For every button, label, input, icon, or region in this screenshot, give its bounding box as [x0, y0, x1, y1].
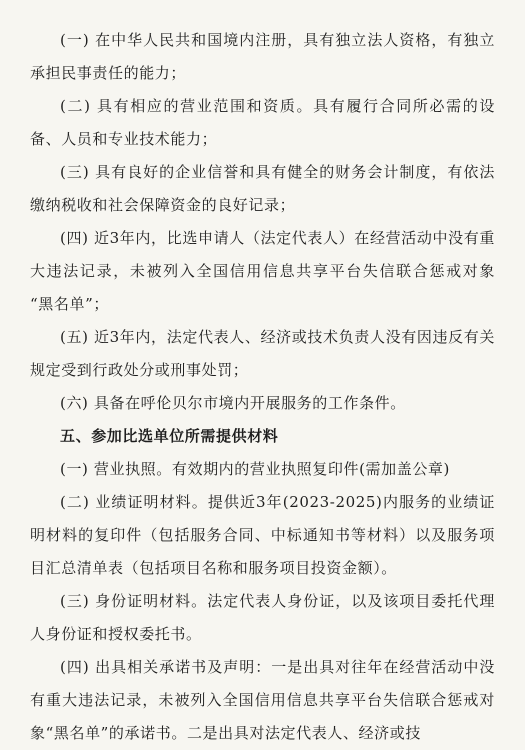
material-1: (一) 营业执照。有效期内的营业执照复印件(需加盖公章)	[60, 460, 450, 478]
requirement-1: (一) 在中华人民共和国境内注册，具有独立法人资格，有独立承担民事责任的能力；	[30, 31, 495, 82]
requirement-2: (二) 具有相应的营业范围和资质。具有履行合同所必需的设备、人员和专业技术能力；	[30, 97, 495, 148]
requirement-3: (三) 具有良好的企业信誉和具有健全的财务会计制度，有依法缴纳税收和社会保障资金的良好记录；	[30, 163, 495, 214]
requirement-4: (四) 近3年内，比选申请人（法定代表人）在经营活动中没有重大违法记录，未被列入全国信用信息共享平台失信联合惩戒对象 “黑名单”；	[30, 229, 495, 313]
material-4: (四) 出具相关承诺书及声明：一是出具对往年在经营活动中没有重大违法记录，未被列入全国信用信息共享平台失信联合惩戒对象“黑名单”的承诺书。二是出具对法定代表人、经济或技	[30, 658, 495, 742]
section-heading: 五、参加比选单位所需提供材料	[60, 427, 279, 445]
requirement-6: (六) 具备在呼伦贝尔市境内开展服务的工作条件。	[60, 394, 406, 412]
material-2: (二) 业绩证明材料。提供近3年(2023-2025)内服务的业绩证明材料的复印件（包括服务合同、中标通知书等材料）以及服务项目汇总清单表（包括项目名称和服务项目投资金额）。	[30, 493, 495, 577]
material-3: (三) 身份证明材料。法定代表人身份证，以及该项目委托代理人身份证和授权委托书。	[30, 592, 495, 643]
requirement-5: (五) 近3年内，法定代表人、经济或技术负责人没有因违反有关规定受到行政处分或刑事处罚；	[30, 328, 495, 379]
